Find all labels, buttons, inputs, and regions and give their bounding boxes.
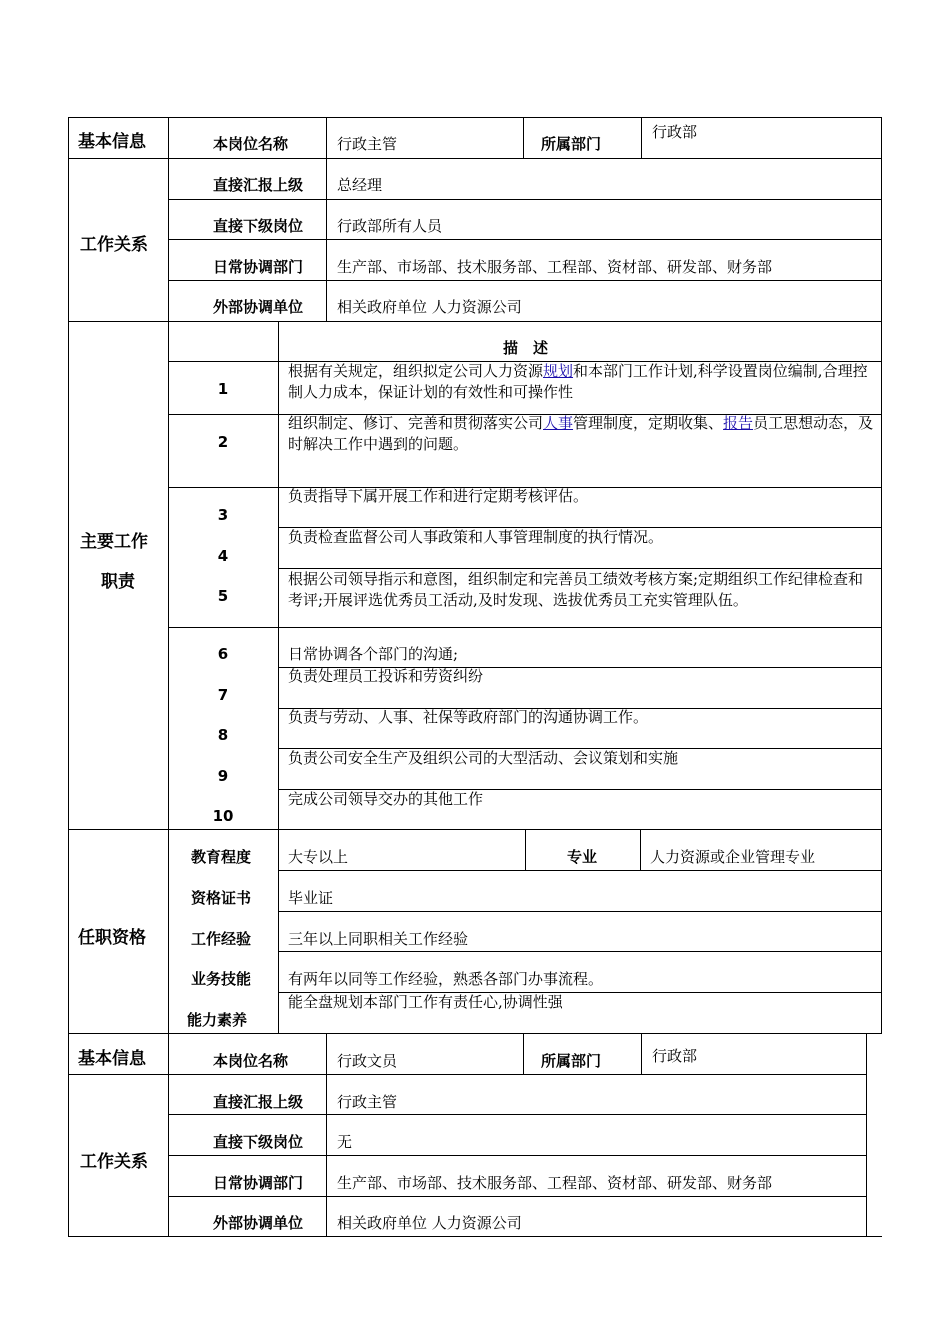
subordinate-value-2: 无 [337, 1133, 353, 1151]
coordination-dept-value-2: 生产部、市场部、技术服务部、工程部、资材部、研发部、财务部 [337, 1174, 773, 1192]
report-to-value: 总经理 [337, 176, 383, 194]
section-main-duties-line2: 职责 [101, 572, 135, 592]
department-label-2: 所属部门 [541, 1052, 602, 1070]
duty-text: 负责公司安全生产及组织公司的大型活动、会议策划和实施 [288, 749, 679, 767]
coordination-dept-label: 日常协调部门 [213, 258, 304, 276]
section-qualifications: 任职资格 [78, 928, 146, 948]
planning-link[interactable]: 规划 [543, 362, 574, 380]
external-unit-value: 相关政府单位 人力资源公司 [337, 298, 522, 316]
duty-number: 10 [212, 807, 234, 825]
subordinate-label-2: 直接下级岗位 [213, 1133, 304, 1151]
section-basic-info-2: 基本信息 [78, 1049, 146, 1069]
external-unit-value-2: 相关政府单位 人力资源公司 [337, 1214, 522, 1232]
duty-text: 组织制定、修订、完善和贯彻落实公司人事管理制度，定期收集、报告员工思想动态，及时解决工作中遇到的问题。 [288, 414, 874, 453]
post-name-value: 行政主管 [337, 135, 398, 153]
duty-text: 负责与劳动、人事、社保等政府部门的沟通协调工作。 [288, 708, 649, 726]
duty-number: 6 [217, 645, 229, 663]
report-link[interactable]: 报告 [723, 414, 754, 432]
experience-value: 三年以上同职相关工作经验 [288, 930, 469, 948]
education-label: 教育程度 [191, 848, 252, 866]
skills-label: 业务技能 [191, 970, 252, 988]
certificate-value: 毕业证 [288, 889, 334, 907]
competence-label: 能力素养 [187, 1011, 248, 1029]
certificate-label: 资格证书 [191, 889, 252, 907]
personnel-link[interactable]: 人事 [543, 414, 574, 432]
duty-number: 8 [217, 726, 229, 744]
duty-text: 负责处理员工投诉和劳资纠纷 [288, 667, 484, 685]
duty-text: 日常协调各个部门的沟通; [288, 645, 459, 663]
external-unit-label-2: 外部协调单位 [213, 1214, 304, 1232]
duty-number: 5 [217, 587, 229, 605]
competence-value: 能全盘规划本部门工作有责任心,协调性强 [288, 993, 563, 1011]
education-value: 大专以上 [288, 848, 349, 866]
duty-number: 3 [217, 506, 229, 524]
duty-text: 负责检查监督公司人事政策和人事管理制度的执行情况。 [288, 528, 664, 546]
post-name-label: 本岗位名称 [213, 135, 289, 153]
department-value-2: 行政部 [652, 1047, 698, 1065]
duty-number: 4 [217, 547, 229, 565]
duty-text: 负责指导下属开展工作和进行定期考核评估。 [288, 487, 589, 505]
subordinate-label: 直接下级岗位 [213, 217, 304, 235]
post-name-value-2: 行政文员 [337, 1052, 398, 1070]
department-value: 行政部 [652, 123, 698, 141]
duty-number: 2 [217, 433, 229, 451]
report-to-value-2: 行政主管 [337, 1093, 398, 1111]
post-name-label-2: 本岗位名称 [213, 1052, 289, 1070]
section-work-relations-2: 工作关系 [80, 1152, 148, 1172]
experience-label: 工作经验 [191, 930, 252, 948]
skills-value: 有两年以同等工作经验，熟悉各部门办事流程。 [288, 970, 604, 988]
duty-number: 7 [217, 686, 229, 704]
duty-number: 1 [217, 380, 229, 398]
report-to-label-2: 直接汇报上级 [213, 1093, 304, 1111]
report-to-label: 直接汇报上级 [213, 176, 304, 194]
duties-header: 描 述 [503, 339, 549, 357]
duty-text: 根据公司领导指示和意图，组织制定和完善员工绩效考核方案;定期组织工作纪律检查和考评;开展评选优秀员工活动,及时发现、选拔优秀员工充实管理队伍。 [288, 570, 864, 609]
subordinate-value: 行政部所有人员 [337, 217, 443, 235]
section-main-duties-line1: 主要工作 [80, 532, 148, 552]
department-label: 所属部门 [541, 135, 602, 153]
major-label: 专业 [567, 848, 598, 866]
external-unit-label: 外部协调单位 [213, 298, 304, 316]
duty-text: 完成公司领导交办的其他工作 [288, 790, 484, 808]
duty-text: 根据有关规定，组织拟定公司人力资源规划和本部门工作计划,科学设置岗位编制,合理控制人力成本，保证计划的有效性和可操作性 [288, 362, 868, 401]
coordination-dept-value: 生产部、市场部、技术服务部、工程部、资材部、研发部、财务部 [337, 258, 773, 276]
coordination-dept-label-2: 日常协调部门 [213, 1174, 304, 1192]
duty-number: 9 [217, 767, 229, 785]
section-work-relations: 工作关系 [80, 235, 148, 255]
major-value: 人力资源或企业管理专业 [650, 848, 816, 866]
section-basic-info: 基本信息 [78, 132, 146, 152]
